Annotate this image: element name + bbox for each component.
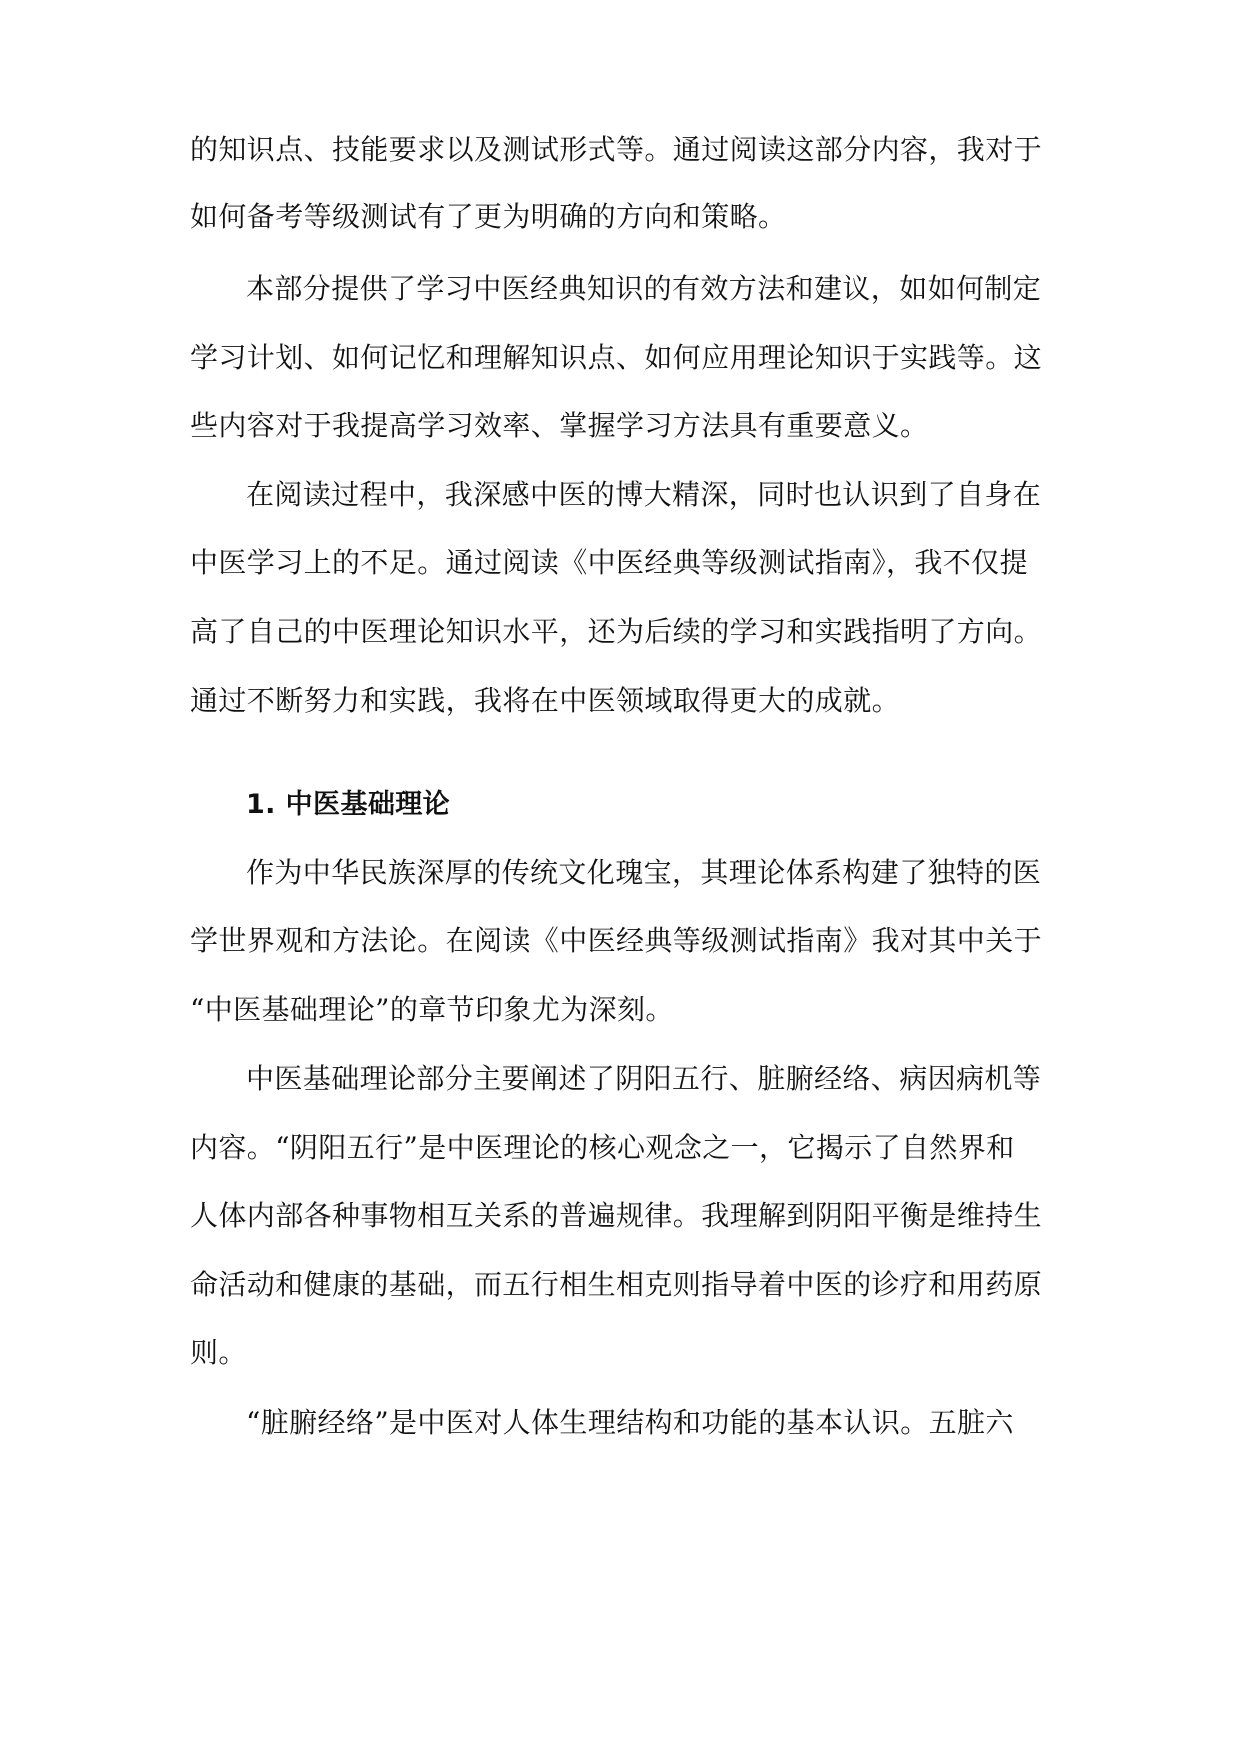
paragraph-2-line-2: 学习计划、如何记忆和理解知识点、如何应用理论知识于实践等。这: [190, 341, 1043, 374]
paragraph-5-line-4: 命活动和健康的基础，而五行相生相克则指导着中医的诊疗和用药原: [190, 1268, 1043, 1301]
paragraph-5-line-1: 中医基础理论部分主要阐述了阴阳五行、脏腑经络、病因病机等: [246, 1062, 1042, 1095]
paragraph-4-line-1: 作为中华民族深厚的传统文化瑰宝，其理论体系构建了独特的医: [246, 856, 1042, 889]
paragraph-4-line-2: 学世界观和方法论。在阅读《中医经典等级测试指南》我对其中关于: [190, 924, 1043, 957]
paragraph-5-line-3: 人体内部各种事物相互关系的普遍规律。我理解到阴阳平衡是维持生: [190, 1199, 1043, 1232]
paragraph-4-line-3: “中医基础理论”的章节印象尤为深刻。: [190, 993, 674, 1026]
section-heading: 1. 中医基础理论: [246, 789, 451, 820]
paragraph-5-line-2: 内容。“阴阳五行”是中医理论的核心观念之一，它揭示了自然界和: [190, 1131, 1015, 1164]
paragraph-3-line-1: 在阅读过程中，我深感中医的博大精深，同时也认识到了自身在: [246, 478, 1042, 511]
paragraph-2-line-1: 本部分提供了学习中医经典知识的有效方法和建议，如如何制定: [246, 272, 1042, 305]
paragraph-5-line-5: 则。: [190, 1336, 247, 1369]
paragraph-6-line-1: “脏腑经络”是中医对人体生理结构和功能的基本认识。五脏六: [246, 1406, 1014, 1439]
paragraph-1-line-1: 的知识点、技能要求以及测试形式等。通过阅读这部分内容，我对于: [190, 133, 1043, 166]
paragraph-2-line-3: 些内容对于我提高学习效率、掌握学习方法具有重要意义。: [190, 409, 929, 442]
paragraph-3-line-4: 通过不断努力和实践，我将在中医领域取得更大的成就。: [190, 684, 901, 717]
paragraph-3-line-2: 中医学习上的不足。通过阅读《中医经典等级测试指南》，我不仅提: [190, 546, 1029, 579]
paragraph-3-line-3: 高了自己的中医理论知识水平，还为后续的学习和实践指明了方向。: [190, 615, 1043, 648]
paragraph-1-line-2: 如何备考等级测试有了更为明确的方向和策略。: [190, 200, 787, 233]
